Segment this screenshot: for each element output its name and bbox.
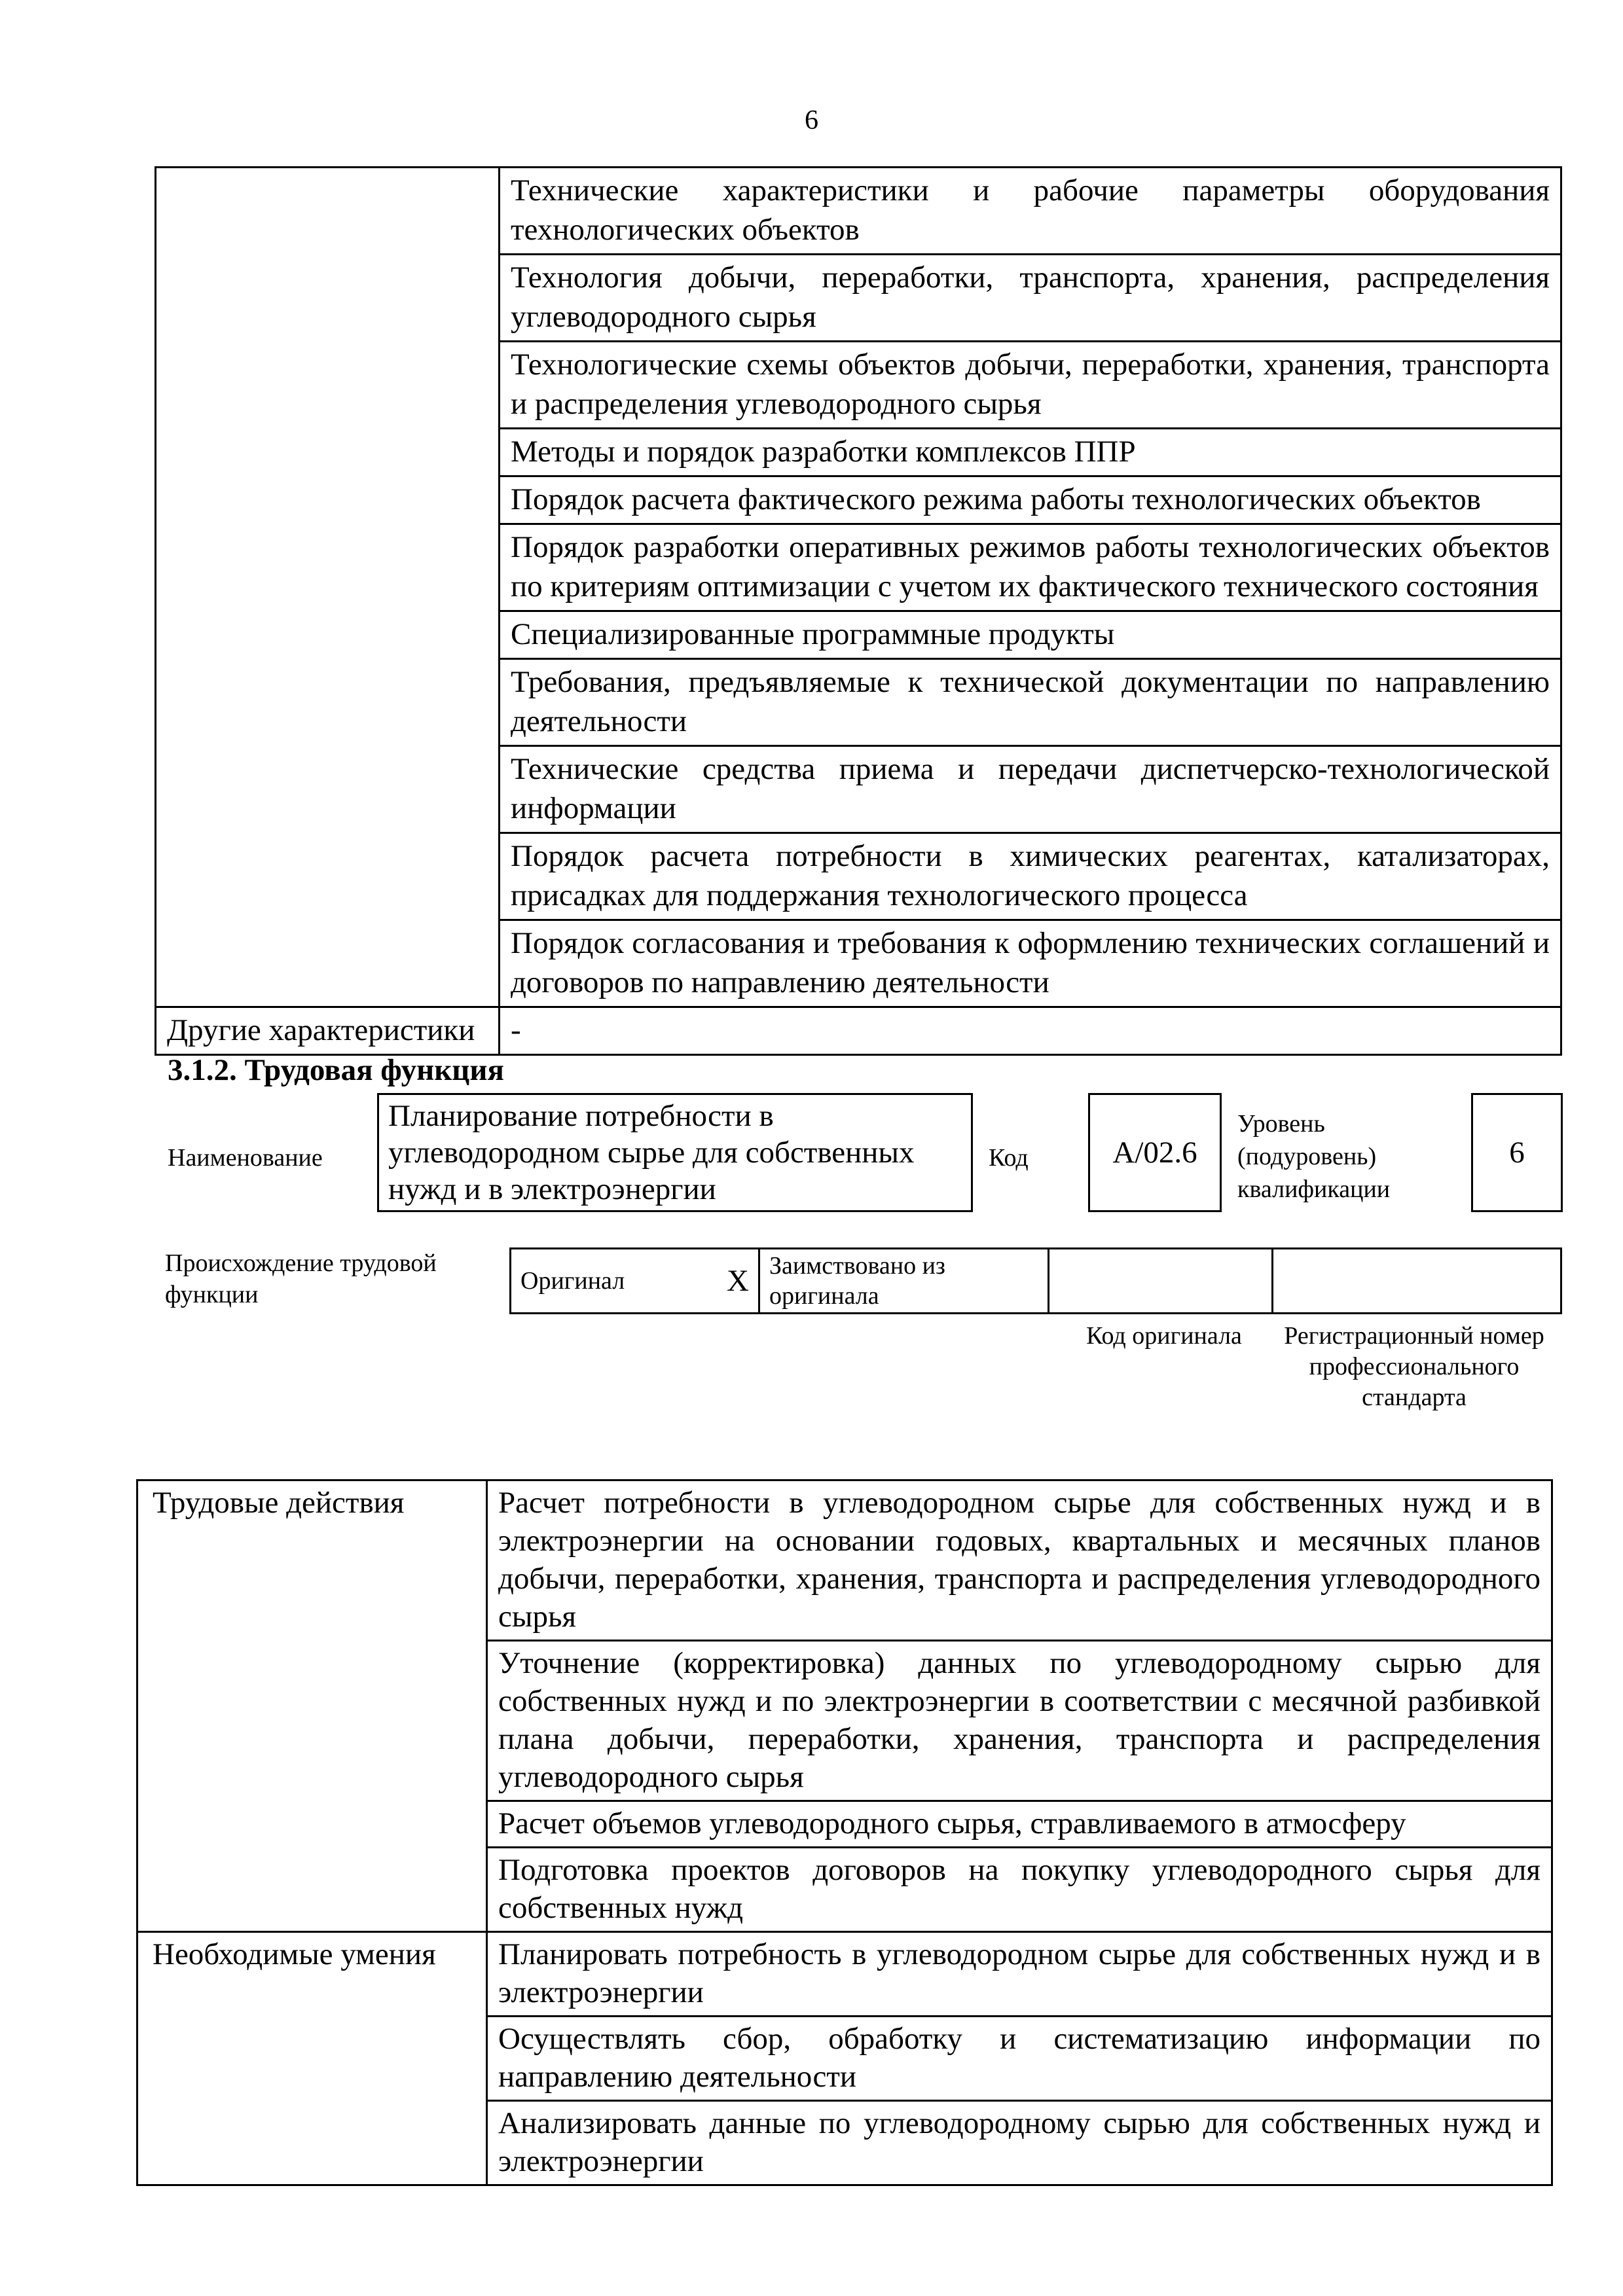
labor-action-item: Уточнение (корректировка) данных по углеводородному сырью для собственных нужд и по электроэнергии в соответствии с месячной разбивкой плана добычи, переработки, хранения, транспорта и распределения углеводородного сырья — [487, 1641, 1552, 1801]
reg-number-cell — [1273, 1249, 1561, 1314]
table-row — [156, 1007, 1561, 1055]
skill-item: Анализировать данные по углеводородному сырью для собственных нужд и электроэнергии — [487, 2101, 1552, 2185]
knowledge-table — [155, 166, 1562, 1056]
origin-table — [509, 1247, 1562, 1314]
knowledge-item: Специализированные программные продукты — [500, 611, 1561, 659]
skill-item: Планировать потребность в углеводородном сырье для собственных нужд и в электроэнергии — [487, 1932, 1552, 2017]
knowledge-item: Требования, предъявляемые к технической документации по направлению деятельности — [500, 659, 1561, 746]
reg-number-label: Регистрационный номер профессионального стандарта — [1284, 1322, 1544, 1411]
code-original-label: Код оригинала — [1086, 1322, 1242, 1350]
page-number: 6 — [805, 105, 818, 135]
origin-label: Происхождение трудовой функции — [165, 1249, 437, 1308]
skill-item: Осуществлять сбор, обработку и систематизацию информации по направлению деятельности — [487, 2017, 1552, 2101]
table-row — [137, 1480, 1552, 1641]
knowledge-item: Технологические схемы объектов добычи, переработки, хранения, транспорта и распределения углеводородного сырья — [500, 342, 1561, 429]
actions-skills-table — [136, 1479, 1553, 2186]
knowledge-item: Технические характеристики и рабочие параметры оборудования технологических объектов — [500, 168, 1561, 255]
level-value-box: 6 — [1471, 1093, 1563, 1212]
knowledge-item: Технические средства приема и передачи диспетчерско-технологической информации — [500, 746, 1561, 833]
empty-label-cell — [156, 168, 500, 1007]
borrowed-label: Заимствовано из оригинала — [759, 1249, 1049, 1314]
knowledge-item: Порядок расчета фактического режима работы технологических объектов — [500, 476, 1561, 524]
function-code-box: A/02.6 — [1088, 1093, 1222, 1212]
required-skills-label: Необходимые умения — [137, 1932, 487, 2185]
labor-action-item: Подготовка проектов договоров на покупку углеводородного сырья для собственных нужд — [487, 1848, 1552, 1932]
code-original-cell — [1049, 1249, 1273, 1314]
original-label: Оригинал — [520, 1267, 625, 1295]
original-mark: X — [727, 1264, 749, 1298]
knowledge-item: Технология добычи, переработки, транспорта, хранения, распределения углеводородного сырья — [500, 255, 1561, 342]
knowledge-item: Методы и порядок разработки комплексов ППР — [500, 429, 1561, 476]
name-label: Наименование — [168, 1144, 323, 1172]
other-characteristics-label: Другие характеристики — [156, 1007, 500, 1055]
labor-actions-label: Трудовые действия — [137, 1480, 487, 1932]
original-cell — [511, 1249, 759, 1314]
table-row — [137, 1932, 1552, 2017]
other-characteristics-value: - — [500, 1007, 1561, 1055]
section-title: 3.1.2. Трудовая функция — [168, 1053, 504, 1087]
knowledge-item: Порядок расчета потребности в химических реагентах, катализаторах, присадках для поддержания технологического процесса — [500, 833, 1561, 920]
function-name-box: Планирование потребности в углеводородном сырье для собственных нужд и в электроэнергии — [377, 1093, 973, 1212]
table-row — [511, 1249, 1561, 1314]
knowledge-item: Порядок разработки оперативных режимов работы технологических объектов по критериям оптимизации с учетом их фактического технического состояния — [500, 524, 1561, 611]
table-row — [156, 168, 1561, 255]
labor-action-item: Расчет объемов углеводородного сырья, стравливаемого в атмосферу — [487, 1801, 1552, 1848]
level-label: Уровень (подуровень) квалификации — [1237, 1110, 1391, 1203]
labor-action-item: Расчет потребности в углеводородном сырье для собственных нужд и в электроэнергии на основании годовых, квартальных и месячных планов добычи, переработки, хранения, транспорта и распределения углеводородного сырья — [487, 1480, 1552, 1641]
knowledge-item: Порядок согласования и требования к оформлению технических соглашений и договоров по направлению деятельности — [500, 920, 1561, 1007]
code-label: Код — [989, 1144, 1029, 1172]
